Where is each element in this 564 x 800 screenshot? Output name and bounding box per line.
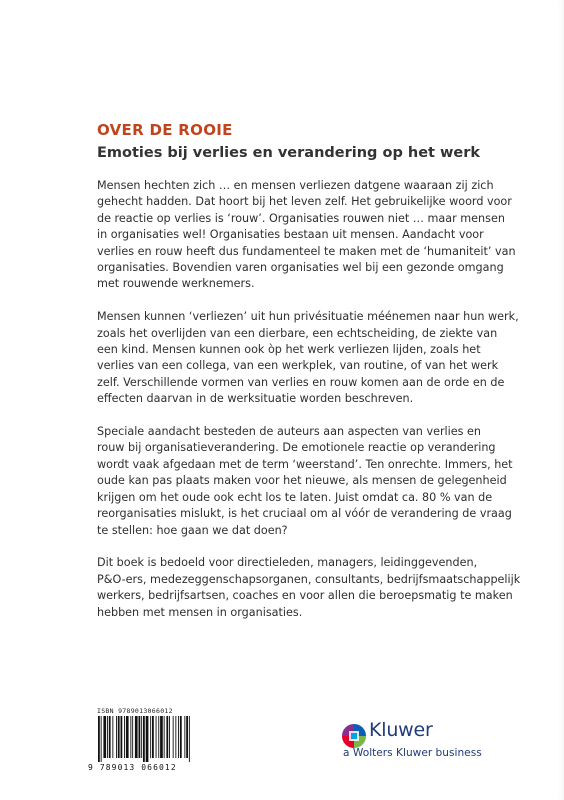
blurb-paragraph-4 xyxy=(97,555,521,621)
text-line: met rouwende werknemers. xyxy=(97,277,255,291)
publisher-tagline: a Wolters Kluwer business xyxy=(343,747,482,759)
text-line: te stellen: hoe gaan we dat doen? xyxy=(97,523,288,537)
text-line: Mensen kunnen ‘verliezen’ uit hun privésituatie méénemen naar hun werk, xyxy=(97,310,519,324)
book-title: OVER DE ROOIE xyxy=(97,121,233,139)
text-line: in organisaties wel! Organisaties bestaan uit mensen. Aandacht voor xyxy=(97,228,484,242)
text-line: een kind. Mensen kunnen ook òp het werk verliezen lijden, zoals het xyxy=(97,343,481,357)
text-line: organisaties. Bovendien varen organisaties wel bij een gezonde omgang xyxy=(97,261,504,275)
text-line: P&O-ers, medezeggenschapsorganen, consultants, bedrijfsmaatschappelijk xyxy=(97,572,521,586)
text-line: gehecht hadden. Dat hoort bij het leven zelf. Het gebruikelijke woord voor xyxy=(97,195,512,209)
text-line: de reactie op verlies is ‘rouw’. Organisaties rouwen niet … maar mensen xyxy=(97,211,505,225)
text-line: rouw bij organisatieverandering. De emotionele reactie op verandering xyxy=(97,441,496,455)
text-line: hebben met mensen in organisaties. xyxy=(97,605,303,619)
text-line: wordt vaak afgedaan met de term ‘weerstand’. Ten onrechte. Immers, het xyxy=(97,457,513,471)
text-line: Speciale aandacht besteden de auteurs aan aspecten van verlies en xyxy=(97,425,482,439)
text-line: Mensen hechten zich … en mensen verliezen datgene waaraan zij zich xyxy=(97,179,494,192)
text-line: krijgen om het oude ook echt los te laten. Juist omdat ca. 80 % van de xyxy=(97,490,493,504)
text-line: werkers, bedrijfsartsen, coaches en voor allen die beroepsmatig te maken xyxy=(97,589,513,603)
text-line: zoals het overlijden van een dierbare, een echtscheiding, de ziekte van xyxy=(97,326,498,340)
barcode-digits: 9 789013 066012 xyxy=(88,763,177,772)
blurb-paragraph-3 xyxy=(97,424,513,539)
blurb-text xyxy=(97,178,521,637)
book-subtitle: Emoties bij verlies en verandering op het werk xyxy=(97,145,481,161)
publisher-name: Kluwer xyxy=(369,719,433,741)
blurb-paragraph-2 xyxy=(97,309,519,407)
isbn-label: ISBN 9789013066012 xyxy=(97,707,173,715)
text-line: verlies van een collega, van een werkplek, van routine, of van het werk xyxy=(97,359,499,373)
text-line: verlies en rouw heeft dus fundamenteel te maken met de ‘humaniteit’ van xyxy=(97,244,516,258)
text-line: zelf. Verschillende vormen van verlies en rouw komen aan de orde en de xyxy=(97,375,505,389)
text-line: effecten daarvan in de werksituatie worden beschreven. xyxy=(97,392,414,406)
wolters-kluwer-logo-icon xyxy=(341,723,367,749)
text-line: oude kan pas plaats maken voor het nieuwe, als mensen de gelegenheid xyxy=(97,474,507,488)
text-line: Dit boek is bedoeld voor directieleden, managers, leidinggevenden, xyxy=(97,556,478,570)
barcode-icon xyxy=(97,716,221,762)
blurb-paragraph-1 xyxy=(97,178,516,293)
text-line: reorganisaties mislukt, is het cruciaal om al vóór de verandering de vraag xyxy=(97,507,512,521)
